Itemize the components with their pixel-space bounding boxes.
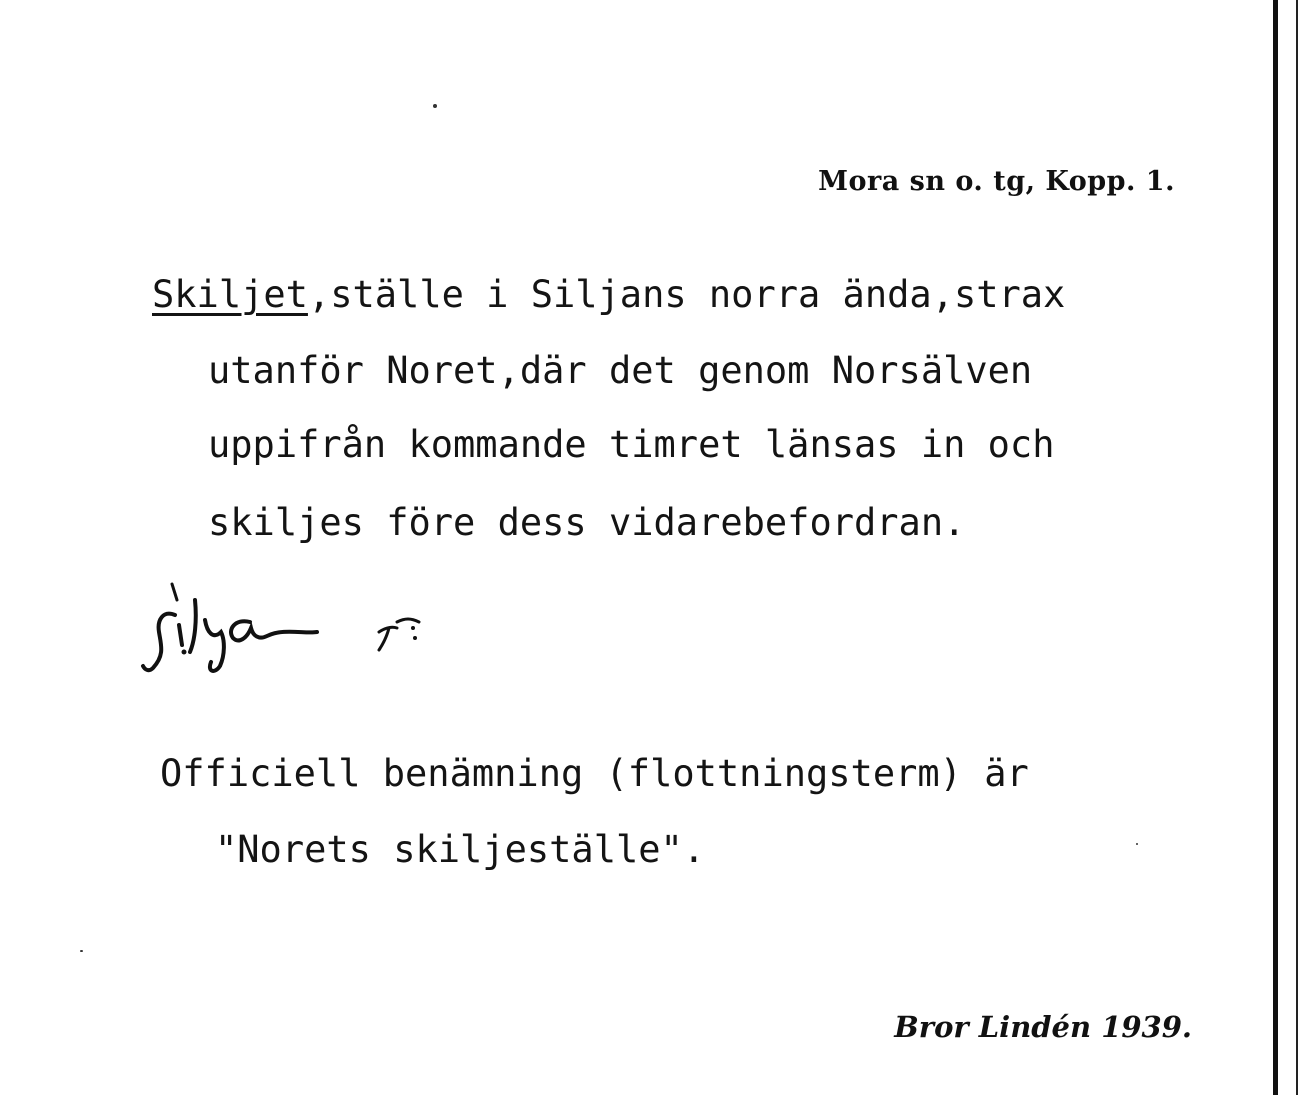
- speck: [80, 950, 83, 952]
- definition-line-4: skiljes före dess vidarebefordran.: [208, 501, 966, 544]
- signature: Bror Lindén 1939.: [894, 1010, 1192, 1044]
- definition-line-1-text: ,ställe i Siljans norra ända,strax: [307, 273, 1066, 316]
- scan-edge-line: [1273, 0, 1278, 1095]
- card-header: Mora sn o. tg, Kopp. 1.: [818, 166, 1175, 197]
- definition-line-1: [152, 273, 1066, 316]
- note-line-2: "Norets skiljeställe".: [215, 828, 706, 871]
- handwritten-note-text: Silja r.: [135, 570, 139, 571]
- speck: [1136, 843, 1138, 845]
- scan-edge-line-outer: [1296, 0, 1298, 1095]
- handwritten-note: [135, 570, 445, 685]
- definition-line-3: uppifrån kommande timret länsas in och: [208, 423, 1055, 466]
- speck: [433, 104, 437, 108]
- note-line-1: Officiell benämning (flottningsterm) är: [160, 752, 1029, 795]
- definition-line-2: utanför Noret,där det genom Norsälven: [208, 349, 1033, 392]
- headword: Skiljet: [152, 273, 308, 316]
